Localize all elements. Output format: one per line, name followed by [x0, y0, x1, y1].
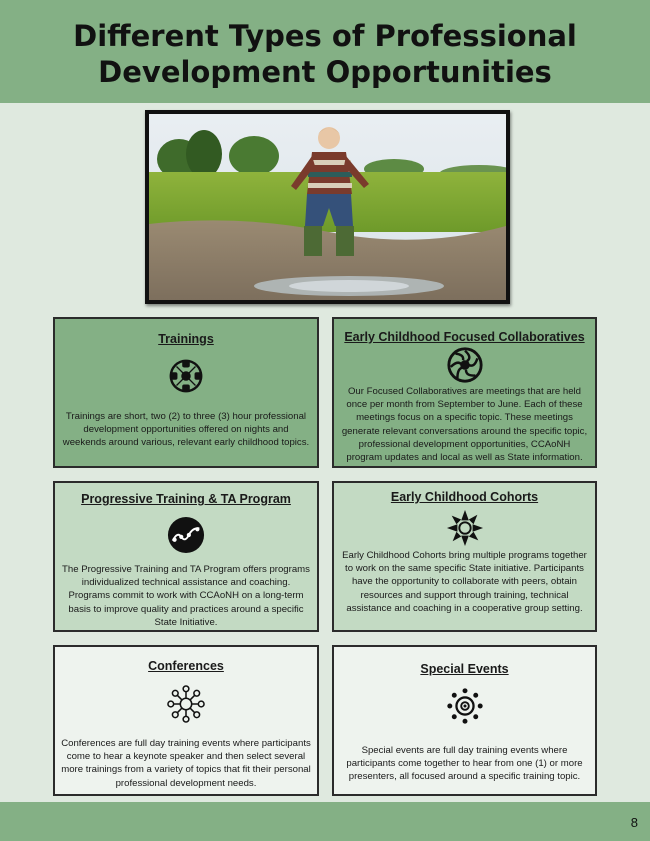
card-text: Our Focused Collaboratives are meetings that are held once per month from September to June. Each of these meetings focus on a specific topic. These meetings generate relevant conversations around the specific topic, professional development opportunities, CCAoNH program updates and local as well as State information. — [341, 386, 588, 464]
card-special-events — [332, 645, 597, 796]
card-title: Early Childhood Cohorts — [390, 490, 539, 504]
card-text: Conferences are full day training events where participants come to hear a keynote speaker and then select several more trainings from a variety of topics that fit their personal professional development needs. — [61, 738, 311, 789]
card-title: Conferences — [148, 659, 224, 673]
card-title: Special Events — [420, 662, 509, 676]
card-collaboratives — [332, 317, 597, 468]
radial-target-icon — [446, 687, 484, 725]
training-emblem-icon — [167, 357, 205, 395]
card-text: The Progressive Training and TA Program offers programs individualized technical assistance and coaching. Programs commit to work with CCAoNH on a long-term basis to improve quality and practices around a specific State Initiative. — [62, 564, 310, 628]
card-title: Progressive Training & TA Program — [81, 492, 291, 506]
cohort-starburst-icon — [446, 509, 484, 547]
network-icon — [167, 685, 205, 723]
page-number: 8 — [630, 815, 638, 830]
card-title: Trainings — [158, 332, 214, 346]
card-conferences — [53, 645, 319, 796]
card-text: Special events are full day training events where participants come together to hear from one (1) or more presenters, all focused around a specific training topic. — [346, 745, 583, 783]
progress-path-icon — [167, 516, 205, 554]
card-progressive — [53, 481, 319, 632]
card-title: Early Childhood Focused Collaboratives — [344, 330, 585, 344]
card-cohorts — [332, 481, 597, 632]
footer-banner — [0, 802, 650, 841]
card-trainings — [53, 317, 319, 468]
card-text: Early Childhood Cohorts bring multiple programs together to work on the same specific State initiative. Participants have the opportunity to collaborate with peers, obtain resources and support through training, technical assistance and coaching in a cooperative group setting. — [342, 550, 587, 614]
header-banner — [0, 0, 650, 103]
aperture-icon — [446, 346, 484, 384]
child-puddle-photo — [149, 114, 506, 300]
card-text: Trainings are short, two (2) to three (3) hour professional development opportunities offered on nights and weekends around various, relevant early childhood topics. — [62, 411, 310, 449]
hero-photo — [145, 110, 510, 304]
page-title: Different Types of Professional Development Opportunities — [73, 18, 577, 89]
